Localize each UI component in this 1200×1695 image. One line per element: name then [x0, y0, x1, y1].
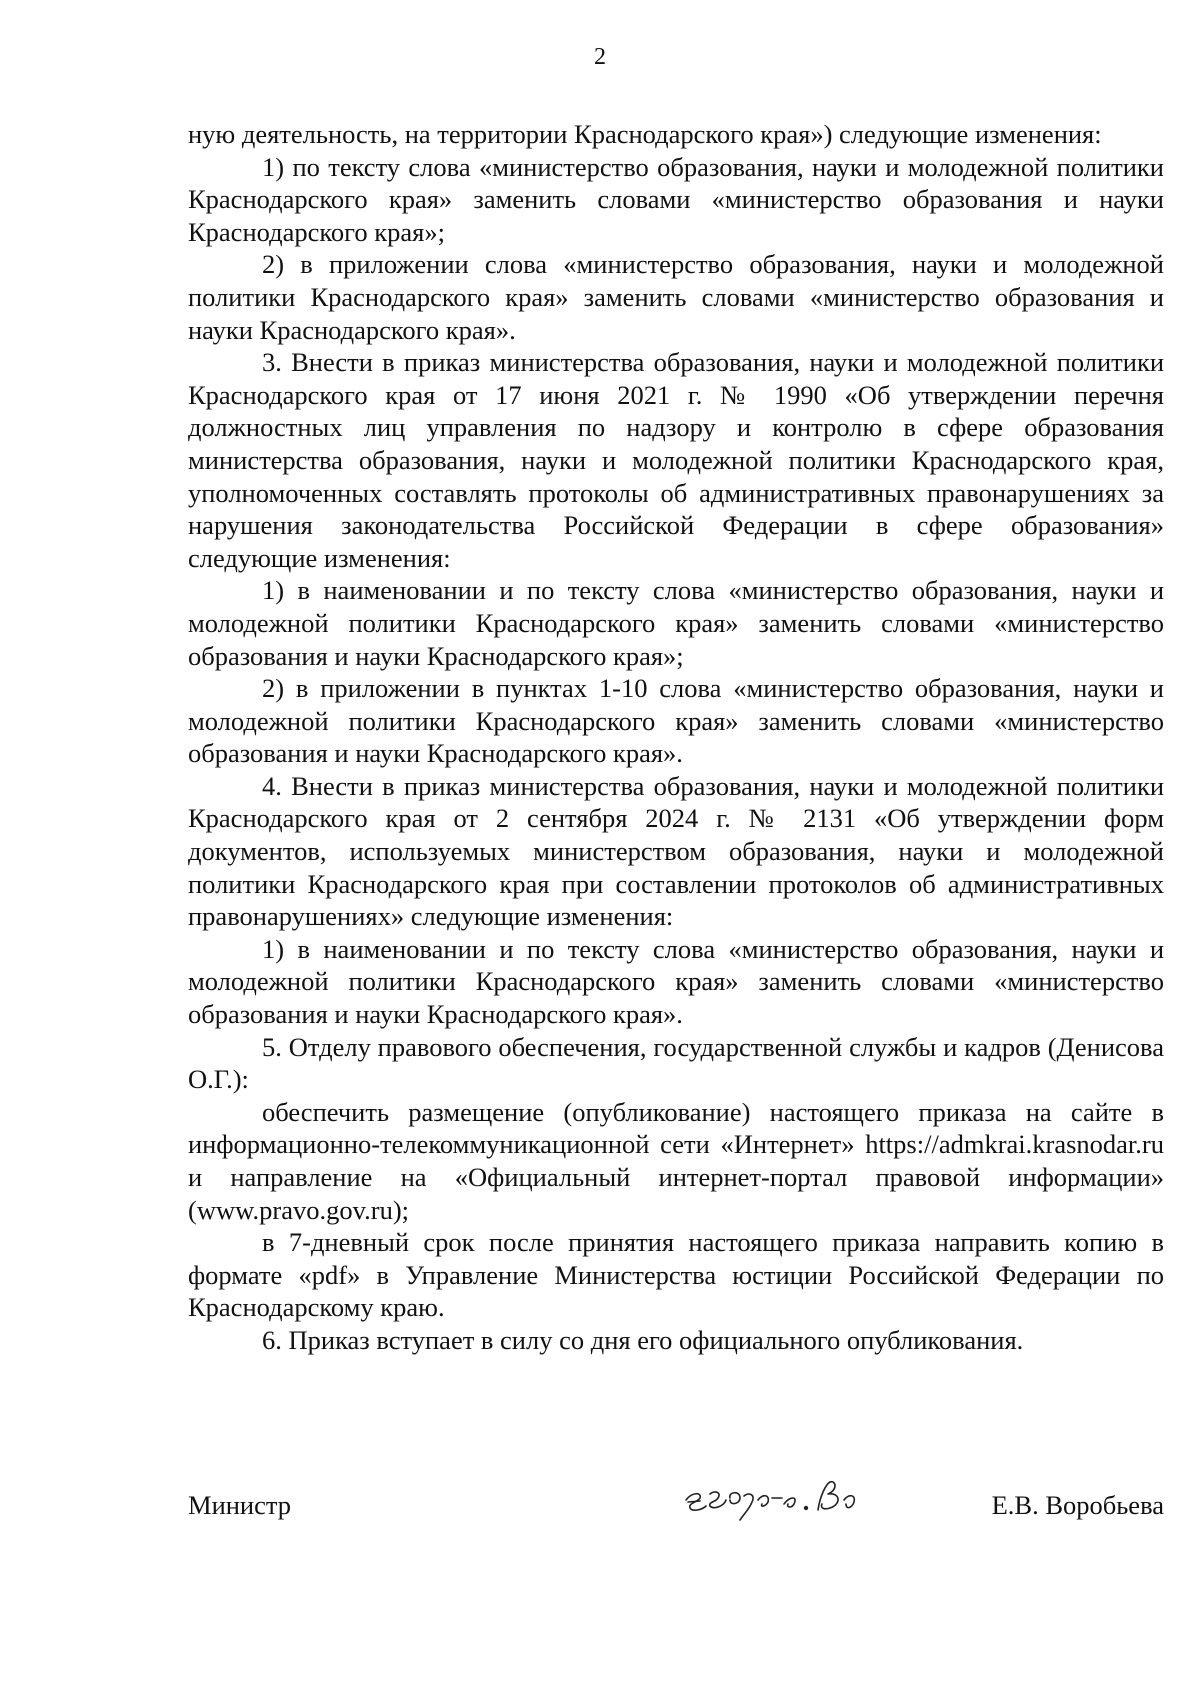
- page-number: 2: [594, 44, 606, 70]
- signature-block: [188, 1478, 1164, 1538]
- signatory-name: Е.В. Воробьева: [991, 1490, 1164, 1520]
- handwritten-signature: [678, 1470, 928, 1532]
- paragraph-item-2-1: 1) по тексту слова «министерство образования, науки и молодежной политики Краснодарского края» заменить словами «министерство образования и науки Краснодарского края»;: [188, 151, 1164, 247]
- paragraph-item-3-1: 1) в наименовании и по тексту слова «министерство образования, науки и молодежной политики Краснодарского края» заменить словами «министерство образования и науки Краснодарского края»;: [188, 575, 1164, 671]
- paragraph-continuation: ную деятельность, на территории Краснодарского края») следующие изменения:: [188, 119, 1102, 149]
- paragraph-item-4-1: 1) в наименовании и по тексту слова «министерство образования, науки и молодежной политики Краснодарского края» заменить словами «министерство образования и науки Краснодарского края».: [188, 933, 1164, 1030]
- paragraph-clause-5-publication: обеспечить размещение (опубликование) настоящего приказа на сайте в информационно-телекоммуникационной сети «Интернет» https://admkrai.krasnodar.ru и направление на «Официальный интернет-портал правовой информации» (www.pravo.gov.ru);: [188, 1096, 1164, 1225]
- paragraph-clause-3: 3. Внести в приказ министерства образования, науки и молодежной политики Краснодарского края от 17 июня 2021 г. № 1990 «Об утверждении перечня должностных лиц управления по надзору и контролю в сфере образования министерства образования, науки и молодежной политики Краснодарского края, уполномоченных составлять протоколы об административных правонарушениях за нарушения законодательства Российской Федерации в сфере образования» следующие изменения:: [188, 347, 1164, 573]
- paragraph-clause-5-copy: в 7-дневный срок после принятия настоящего приказа направить копию в формате «pdf» в Управление Министерства юстиции Российской Федерации по Краснодарскому краю.: [188, 1227, 1164, 1323]
- paragraph-item-3-2: 2) в приложении в пунктах 1-10 слова «министерство образования, науки и молодежной политики Краснодарского края» заменить словами «министерство образования и науки Краснодарского края».: [188, 673, 1164, 769]
- paragraph-clause-5: 5. Отделу правового обеспечения, государственной службы и кадров (Денисова О.Г.):: [188, 1031, 1164, 1095]
- paragraph-clause-6: 6. Приказ вступает в силу со дня его официального опубликования.: [262, 1324, 1024, 1355]
- paragraph-item-2-2: 2) в приложении слова «министерство образования, науки и молодежной политики Краснодарского края» заменить словами «министерство образования и науки Краснодарского края».: [188, 249, 1164, 345]
- document-body: [188, 118, 1164, 1357]
- signatory-title: Министр: [188, 1490, 292, 1520]
- paragraph-clause-4: 4. Внести в приказ министерства образования, науки и молодежной политики Краснодарского края от 2 сентября 2024 г. № 2131 «Об утверждении форм документов, используемых министерством образования, науки и молодежной политики Краснодарского края при составлении протоколов об административных правонарушениях» следующие изменения:: [188, 770, 1164, 932]
